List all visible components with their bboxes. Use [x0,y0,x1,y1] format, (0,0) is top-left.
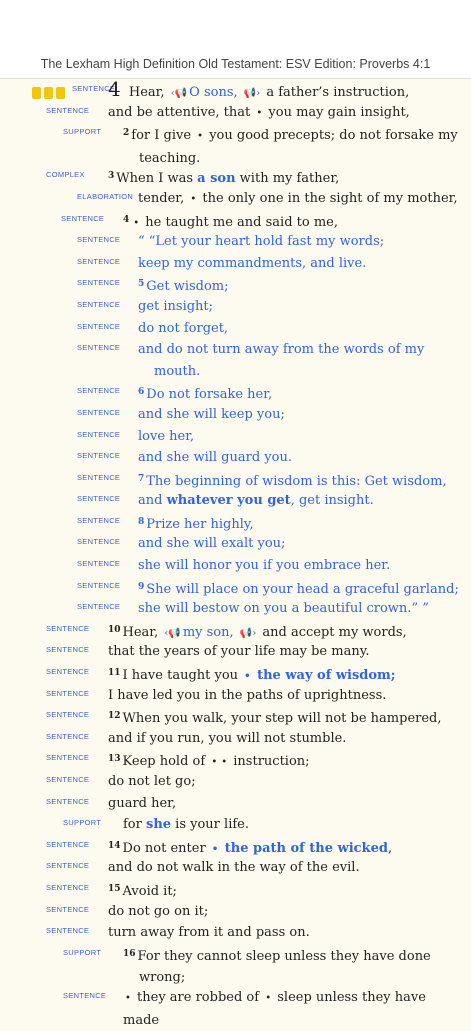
clause-type-label[interactable]: SENTENCE [46,775,90,784]
verse-text[interactable]: 4 Hear, ‹📢 O sons, 📢› a father’s instruction, [108,77,410,101]
passage-line[interactable] [0,251,471,273]
clause-type-label[interactable]: COMPLEX [46,170,85,180]
clause-type-label[interactable]: SENTENCE [77,386,121,396]
clause-type-label[interactable]: SENTENCE [77,299,121,309]
verse-text[interactable]: turn away from it and pass on. [108,925,310,941]
passage-line[interactable] [0,488,471,510]
clause-type-label[interactable]: SENTENCE [77,602,121,612]
clause-type-label[interactable]: SENTENCE [46,926,90,936]
passage-line[interactable] [0,316,471,338]
passage-line[interactable] [0,661,471,683]
passage-line[interactable] [0,575,471,597]
clause-type-label[interactable]: SENTENCE [77,537,121,547]
verse-text[interactable]: that the years of your life may be many. [108,644,370,660]
passage-line[interactable] [0,834,471,856]
clause-type-label[interactable]: SENTENCE [46,645,90,655]
passage-line[interactable] [0,877,471,899]
verse-text[interactable]: and be attentive, that • you may gain insight, [108,104,410,120]
verse-text[interactable]: she will bestow on you a beautiful crown.” ” [138,601,429,617]
verse-text[interactable]: $^{12}$ When you walk, your step will not be hampered, [108,711,442,727]
verse-text[interactable]: and whatever you get, get insight. [138,493,374,509]
passage-line[interactable] [0,467,471,489]
clause-type-label[interactable]: SENTENCE [77,580,121,590]
passage-line[interactable] [0,812,471,834]
verse-text[interactable]: and if you run, you will not stumble. [108,730,347,746]
top-bar [0,0,471,79]
clause-type-label[interactable]: SENTENCE [77,559,121,569]
passage-line[interactable] [0,899,471,921]
verse-text[interactable]: and do not walk in the way of the evil. [108,860,360,876]
passage-line[interactable] [0,531,471,553]
passage-content [0,77,471,1028]
passage-line[interactable] [0,380,471,402]
passage-line[interactable] [0,942,471,985]
passage-line[interactable] [0,229,471,251]
verse-text[interactable]: $^5$ Get wisdom; [138,279,229,295]
passage-line[interactable] [0,164,471,186]
verse-text[interactable]: do not let go; [108,774,196,789]
clause-type-label[interactable]: SENTENCE [46,105,90,115]
clause-type-label[interactable]: SUPPORT [63,127,102,137]
verse-text[interactable]: I have led you in the paths of uprightness. [108,687,387,703]
clause-type-label[interactable]: SENTENCE [77,278,121,288]
clause-type-label[interactable]: SENTENCE [46,667,90,677]
clause-type-label[interactable]: SENTENCE [72,84,116,93]
verse-text[interactable]: $^4$ • he taught me and said to me, [123,214,338,230]
passage-line[interactable] [0,596,471,618]
clause-type-label[interactable]: SENTENCE [46,839,90,849]
verse-text[interactable]: and do not turn away from the words of my mouth. [138,342,425,379]
passage-line[interactable] [0,121,471,164]
clause-type-label[interactable]: SENTENCE [46,753,90,763]
passage-line[interactable] [0,510,471,532]
verse-text[interactable]: keep my commandments, and live. [138,255,367,271]
passage-line[interactable] [0,424,471,446]
clause-type-label[interactable]: SENTENCE [77,429,121,439]
passage-line[interactable] [0,769,471,791]
page-title: The Lexham High Definition Old Testament: ESV Edition: Proverbs 4:1 [40,57,431,71]
verse-text[interactable]: for she is your life. [123,817,249,833]
verse-text[interactable]: $^6$ Do not forsake her, [138,387,273,403]
passage-line[interactable] [0,726,471,748]
clause-type-label[interactable]: SENTENCE [63,990,107,1000]
passage-line[interactable] [0,855,471,877]
clause-type-label[interactable]: SENTENCE [46,623,90,633]
passage-line[interactable] [0,747,471,769]
passage-line[interactable] [0,402,471,424]
clause-type-label[interactable]: SENTENCE [77,407,121,417]
verse-text[interactable]: tender, • the only one in the sight of my mother, [138,190,458,206]
verse-text[interactable]: $^2$ for I give • you good precepts; do not forsake my teaching. [123,128,458,166]
verse-text[interactable]: $^{14}$ Do not enter • the path of the wicked, [108,840,393,856]
passage-line[interactable] [0,337,471,380]
verse-text[interactable]: $^9$ She will place on your head a graceful garland; [138,581,459,597]
passage-line[interactable] [0,618,471,640]
verse-text[interactable]: $^3$ When I was a son with my father, [108,171,340,187]
passage-line[interactable] [0,704,471,726]
passage-line[interactable] [0,294,471,316]
clause-type-label[interactable]: SENTENCE [46,731,90,741]
clause-type-label[interactable]: SENTENCE [46,710,90,720]
verse-text[interactable]: she will honor you if you embrace her. [138,558,391,574]
verse-text[interactable]: $^{15}$ Avoid it; [108,883,177,899]
verse-text[interactable]: $^8$ Prize her highly, [138,516,254,532]
clause-type-label[interactable]: SENTENCE [46,882,90,892]
passage-line[interactable] [0,985,471,1028]
passage-line[interactable] [0,78,471,100]
verse-text[interactable]: guard her, [108,795,177,811]
passage-line[interactable] [0,683,471,705]
verse-text[interactable]: and she will exalt you; [138,536,286,552]
passage-line[interactable] [0,208,471,230]
verse-text[interactable]: and she will guard you. [138,450,292,466]
verse-text[interactable]: do not go on it; [108,903,209,919]
clause-type-label[interactable]: SENTENCE [46,904,90,914]
passage-line[interactable] [0,445,471,467]
clause-type-label[interactable]: SUPPORT [63,947,102,957]
passage-line[interactable] [0,553,471,575]
clause-type-label[interactable]: SENTENCE [61,213,105,223]
passage-line[interactable] [0,791,471,813]
verse-text[interactable]: $^{13}$ Keep hold of • • instruction; [108,754,310,770]
clause-type-label[interactable]: SENTENCE [77,321,121,331]
verse-text[interactable]: $^{16}$ For they cannot sleep unless they have done wrong; [123,948,431,986]
verse-text[interactable]: $^7$ The beginning of wisdom is this: Get wisdom, [138,473,447,489]
clause-type-label[interactable]: SENTENCE [46,861,90,871]
clause-type-label[interactable]: ELABORATION [77,191,134,201]
clause-type-label[interactable]: SENTENCE [77,494,121,504]
clause-type-label[interactable]: SENTENCE [77,472,121,482]
verse-text[interactable]: “ “Let your heart hold fast my words; [138,234,385,250]
passage-line[interactable] [0,186,471,208]
passage-line[interactable] [0,639,471,661]
clause-type-label[interactable]: SENTENCE [77,515,121,525]
verse-text[interactable]: $^{10}$ Hear, ‹📢 my son, 📢› and accept my words, [108,624,407,640]
clause-type-label[interactable]: SENTENCE [46,796,90,806]
clause-type-label[interactable]: SENTENCE [46,688,90,698]
clause-type-label[interactable]: SENTENCE [77,343,121,353]
clause-type-label[interactable]: SENTENCE [77,451,121,461]
verse-text[interactable]: • they are robbed of • sleep unless they have made [123,989,426,1028]
verse-text[interactable]: and she will keep you; [138,406,285,422]
clause-type-label[interactable]: SUPPORT [63,818,102,828]
passage-line[interactable] [0,272,471,294]
clause-type-label[interactable]: SENTENCE [77,256,121,266]
verse-text[interactable]: love her, [138,428,195,444]
clause-type-label[interactable]: SENTENCE [77,235,121,245]
passage-line[interactable] [0,920,471,942]
passage-line[interactable] [0,100,471,122]
verse-text[interactable]: get insight; [138,298,214,314]
verse-text[interactable]: do not forget, [138,320,229,336]
verse-text[interactable]: $^{11}$ I have taught you • the way of wisdom; [108,668,396,684]
